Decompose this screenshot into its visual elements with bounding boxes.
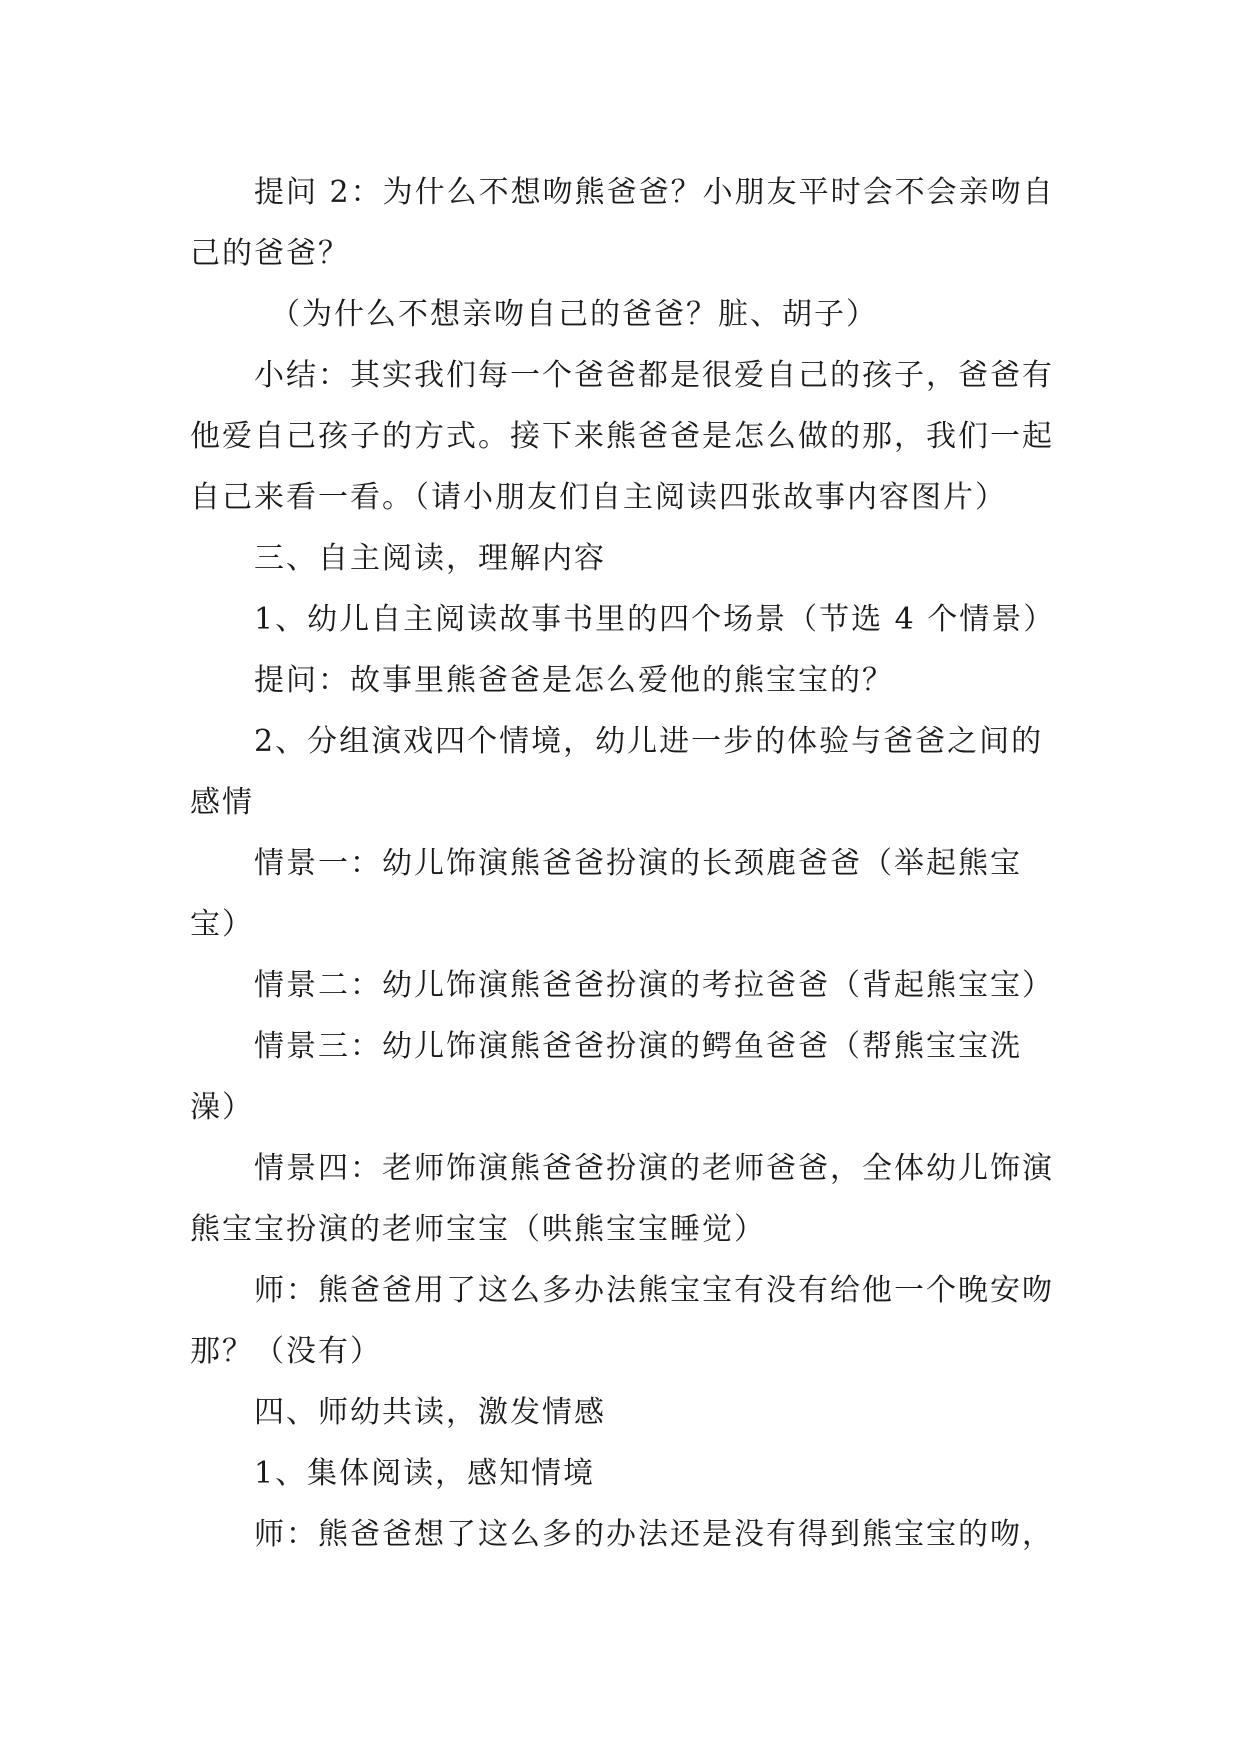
paragraph-teacher-question: 师：熊爸爸用了这么多办法熊宝宝有没有给他一个晚安吻那？（没有） [190, 1273, 1054, 1369]
paragraph-question-2-note: （为什么不想亲吻自己的爸爸？脏、胡子） [270, 297, 878, 332]
section-heading-3: 三、自主阅读，理解内容 [254, 541, 606, 576]
paragraph-summary: 小结：其实我们每一个爸爸都是很爱自己的孩子，爸爸有他爱自己孩子的方式。接下来熊爸爸是怎么做的那，我们一起自己来看一看。（请小朋友们自主阅读四张故事内容图片） [190, 358, 1054, 515]
paragraph-step-1: 1、幼儿自主阅读故事书里的四个场景（节选 4 个情景） [254, 602, 1056, 637]
paragraph-scene-1: 情景一：幼儿饰演熊爸爸扮演的长颈鹿爸爸（举起熊宝宝） [190, 846, 1022, 942]
paragraph-scene-3: 情景三：幼儿饰演熊爸爸扮演的鳄鱼爸爸（帮熊宝宝洗澡） [190, 1029, 1022, 1125]
paragraph-question-2: 提问 2：为什么不想吻熊爸爸？小朋友平时会不会亲吻自己的爸爸？ [190, 175, 1055, 271]
section-heading-4: 四、师幼共读，激发情感 [254, 1395, 606, 1430]
document-body [190, 162, 1060, 1565]
paragraph-step-2: 2、分组演戏四个情境，幼儿进一步的体验与爸爸之间的感情 [190, 724, 1044, 820]
paragraph-teacher-continue: 师：熊爸爸想了这么多的办法还是没有得到熊宝宝的吻， [254, 1517, 1054, 1552]
paragraph-scene-4: 情景四：老师饰演熊爸爸扮演的老师爸爸，全体幼儿饰演熊宝宝扮演的老师宝宝（哄熊宝宝睡觉） [190, 1151, 1054, 1247]
paragraph-group-reading: 1、集体阅读，感知情境 [254, 1456, 596, 1491]
paragraph-scene-2: 情景二：幼儿饰演熊爸爸扮演的考拉爸爸（背起熊宝宝） [254, 968, 1054, 1003]
paragraph-question: 提问：故事里熊爸爸是怎么爱他的熊宝宝的？ [254, 663, 894, 698]
